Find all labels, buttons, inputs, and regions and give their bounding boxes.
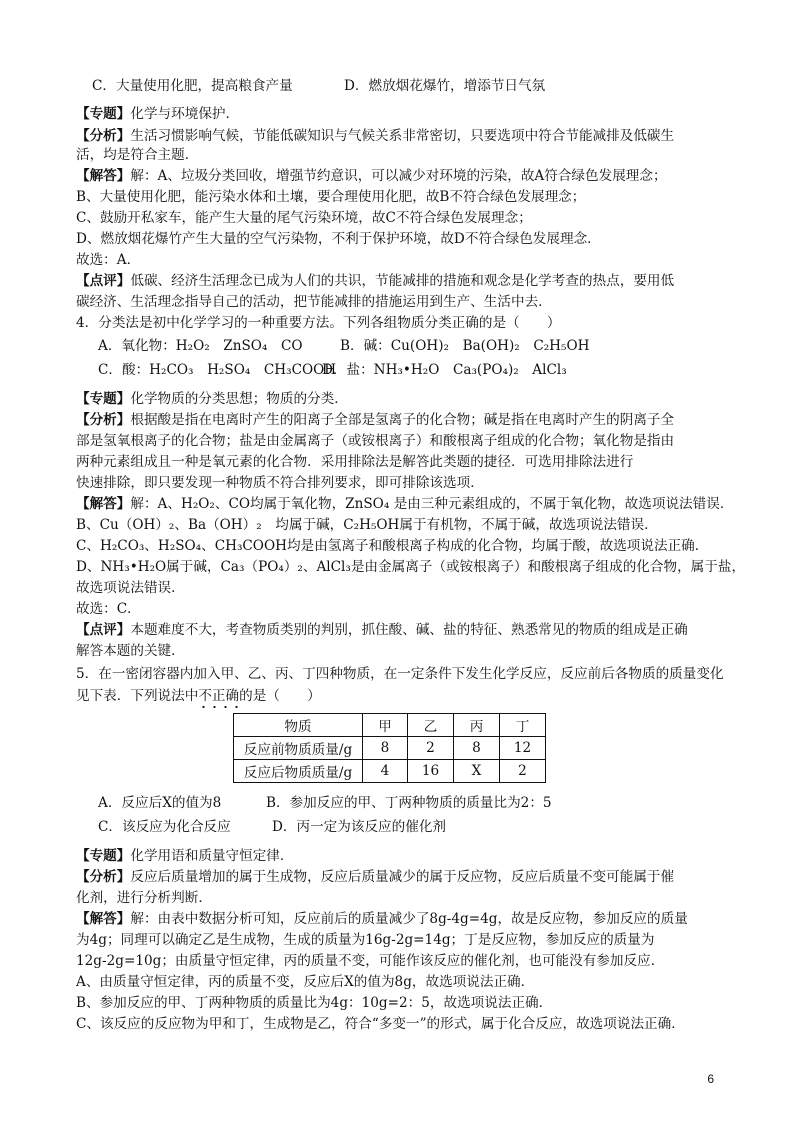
q4-answer-line-4: D、NH₃•H₂O属于碱，Ca₃（PO₄）₂、AlCl₃是由金属离子（或铵根离子）和酸根离子组成的化合物，属于盐，: [76, 559, 746, 575]
table-header-row: [234, 714, 546, 737]
q4-analysis-line-1: [76, 410, 674, 430]
comment-tag: 【点评】: [76, 273, 131, 289]
q4-option-b: B．碱：Cu(OH)₂ Ba(OH)₂ C₂H₅OH: [340, 338, 590, 354]
topic-tag: 【专题】: [76, 848, 131, 864]
comment-text: 低碳、经济生活理念已成为人们的共识，节能减排的措施和观念是化学考查的热点，要用低: [130, 273, 675, 289]
topic-text: 化学与环境保护．: [130, 106, 240, 122]
table-cell: 2: [500, 760, 546, 783]
q3-option-c: C．大量使用化肥，提高粮食产量: [92, 78, 293, 94]
table-header-cell: 丙: [454, 714, 500, 737]
q5-option-b: B．参加反应的甲、丁两种物质的质量比为2：5: [266, 795, 552, 811]
q3-choose: 故选：A．: [76, 252, 141, 268]
page-number: 6: [707, 1072, 714, 1086]
q5-answer-line-2: 为4g；同理可以确定乙是生成物，生成的质量为16g-2g=14g；丁是反应物，参加反应的质量为: [76, 932, 655, 948]
stem-text: 的是（ ）: [239, 688, 321, 704]
table-header-cell: 丁: [500, 714, 546, 737]
q4-answer-line-2: B、Cu（OH）₂、Ba（OH）₂ 均属于碱，C₂H₅OH属于有机物，不属于碱，故选项说法错误．: [76, 517, 658, 533]
q4-answer-line-5: 故选项说法错误．: [76, 580, 185, 596]
q3-analysis-line-2: 活，均是符合主题．: [76, 147, 199, 163]
q4-option-c: C．酸：H₂CO₃ H₂SO₄ CH₃COOH: [98, 362, 337, 378]
q3-comment-line-2: 碳经济、生活理念指导自己的活动，把节能减排的措施运用到生产、生活中去．: [76, 294, 552, 310]
comment-tag: 【点评】: [76, 622, 131, 638]
table-row: [234, 760, 546, 783]
q5-stem-line-2: [76, 686, 321, 706]
q5-answer-line-6: C、该反应的反应物为甲和丁，生成物是乙，符合“多变一”的形式，属于化合反应，故选项说法正确．: [76, 1016, 685, 1032]
table-cell: 12: [500, 737, 546, 760]
analysis-tag: 【分析】: [76, 128, 131, 144]
q5-analysis-line-1: [76, 867, 674, 887]
q3-comment-line-1: [76, 271, 674, 291]
table-cell: 反应前物质质量/g: [234, 737, 363, 760]
q4-choose: 故选：C．: [76, 601, 141, 617]
q3-answer-line-2: B、大量使用化肥，能污染水体和土壤，要合理使用化肥，故B不符合绿色发展理念；: [76, 189, 586, 205]
q3-option-d: D．燃放烟花爆竹，增添节日气氛: [344, 78, 546, 94]
q3-answer-line-4: D、燃放烟花爆竹产生大量的空气污染物，不利于保护环境，故D不符合绿色发展理念．: [76, 231, 601, 247]
answer-tag: 【解答】: [76, 911, 131, 927]
topic-tag: 【专题】: [76, 106, 131, 122]
analysis-tag: 【分析】: [76, 412, 131, 428]
emphasis-not-correct: 不正确: [198, 688, 240, 704]
q4-analysis-line-2: 部是氢氧根离子的化合物；盐是由金属离子（或铵根离子）和酸根离子组成的化合物；氧化物是指由: [76, 433, 675, 449]
q3-topic: [76, 104, 239, 124]
table-header-cell: 物质: [234, 714, 363, 737]
q5-stem-line-1: 5．在一密闭容器内加入甲、乙、丙、丁四种物质，在一定条件下发生化学反应，反应前后各物质的质量变化: [76, 666, 724, 682]
table-cell: X: [454, 760, 500, 783]
table-cell: 反应后物质质量/g: [234, 760, 363, 783]
topic-tag: 【专题】: [76, 391, 131, 407]
q5-answer-line-1: [76, 909, 688, 929]
q4-answer-line-3: C、H₂CO₃、H₂SO₄、CH₃COOH均是由氢离子和酸根离子构成的化合物，均属于酸，故选项说法正确．: [76, 538, 709, 554]
mass-table: [233, 713, 546, 783]
q3-analysis-line-1: [76, 126, 674, 146]
q5-topic: [76, 846, 294, 866]
analysis-text: 根据酸是指在电离时产生的阳离子全部是氢离子的化合物；碱是指在电离时产生的阴离子全: [130, 412, 675, 428]
q5-option-d: D．丙一定为该反应的催化剂: [272, 819, 447, 835]
answer-tag: 【解答】: [76, 168, 131, 184]
q4-answer-line-1: [76, 494, 733, 514]
table-cell: 2: [408, 737, 454, 760]
table-cell: 16: [408, 760, 454, 783]
q5-option-a: A．反应后X的值为8: [98, 795, 222, 811]
comment-text: 本题难度不大，考查物质类别的判别，抓住酸、碱、盐的特征、熟悉常见的物质的组成是正确: [130, 622, 688, 638]
q5-analysis-line-2: 化剂，进行分析判断．: [76, 890, 212, 906]
answer-text: 解：A、垃圾分类回收，增强节约意识，可以减少对环境的污染，故A符合绿色发展理念；: [130, 168, 667, 184]
answer-tag: 【解答】: [76, 496, 131, 512]
table-header-cell: 乙: [408, 714, 454, 737]
analysis-tag: 【分析】: [76, 869, 131, 885]
q3-answer-line-1: [76, 166, 667, 186]
topic-text: 化学用语和质量守恒定律．: [130, 848, 294, 864]
q3-answer-line-3: C、鼓励开私家车，能产生大量的尾气污染环境，故C不符合绿色发展理念；: [76, 210, 532, 226]
answer-text: 解：A、H₂O₂、CO均属于氧化物，ZnSO₄ 是由三种元素组成的，不属于氧化物，故选项说法错误．: [130, 496, 734, 512]
stem-text: 见下表．下列说法中: [76, 688, 199, 704]
analysis-text: 反应后质量增加的属于生成物，反应后质量减少的属于反应物，反应后质量不变可能属于催: [130, 869, 675, 885]
q4-stem: 4．分类法是初中化学学习的一种重要方法。下列各组物质分类正确的是（ ）: [76, 315, 561, 331]
q4-comment-line-2: 解答本题的关键．: [76, 643, 185, 659]
q4-analysis-line-3: 两种元素组成且一种是氧元素的化合物．采用排除法是解答此类题的捷径．可选用排除法进行: [76, 454, 634, 470]
q4-option-d: D．盐：NH₃•H₂O Ca₃(PO₄)₂ AlCl₃: [322, 362, 567, 378]
q4-comment-line-1: [76, 620, 688, 640]
q4-analysis-line-4: 快速排除，即只要发现一种物质不符合排列要求，即可排除该选项．: [76, 475, 484, 491]
q5-answer-line-5: B、参加反应的甲、丁两种物质的质量比为4g：10g=2：5，故选项说法正确．: [76, 995, 553, 1011]
table-cell: 8: [363, 737, 408, 760]
q5-answer-line-4: A、由质量守恒定律，丙的质量不变，反应后X的值为8g，故选项说法正确．: [76, 974, 535, 990]
table-header-cell: 甲: [363, 714, 408, 737]
table-row: [234, 737, 546, 760]
q5-answer-line-3: 12g-2g=10g；由质量守恒定律，丙的质量不变，可能作该反应的催化剂，也可能没有参加反应．: [76, 953, 665, 969]
q4-option-a: A．氧化物：H₂O₂ ZnSO₄ CO: [98, 338, 303, 354]
table-cell: 8: [454, 737, 500, 760]
topic-text: 化学物质的分类思想；物质的分类．: [130, 391, 348, 407]
analysis-text: 生活习惯影响气候，节能低碳知识与气候关系非常密切，只要选项中符合节能减排及低碳生: [130, 128, 675, 144]
table-cell: 4: [363, 760, 408, 783]
q5-option-c: C．该反应为化合反应: [98, 819, 231, 835]
q4-topic: [76, 389, 348, 409]
answer-text: 解：由表中数据分析可知，反应前后的质量减少了8g-4g=4g，故是反应物，参加反应的质量: [130, 911, 688, 927]
